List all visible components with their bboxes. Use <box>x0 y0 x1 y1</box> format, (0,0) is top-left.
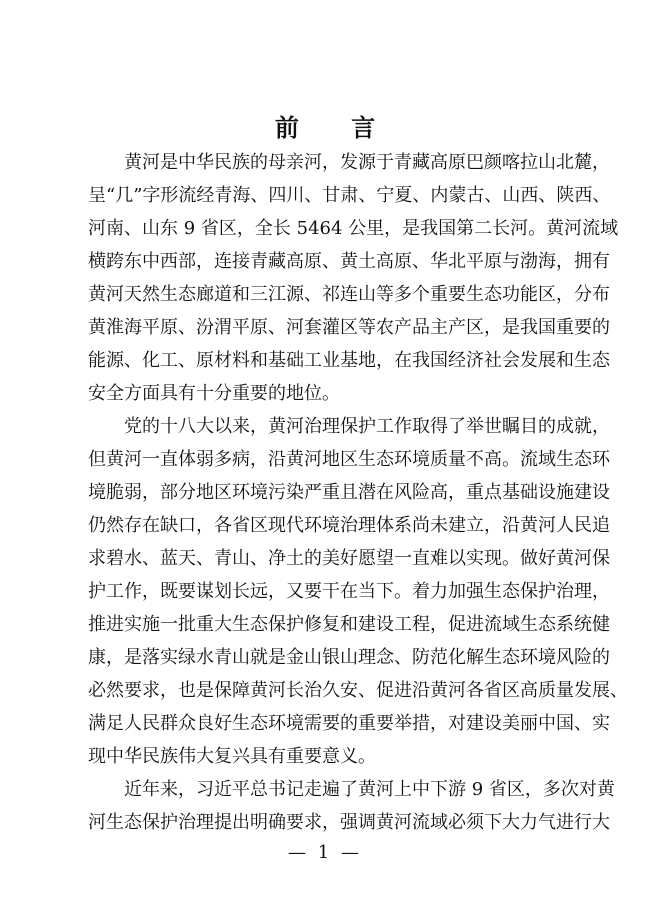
text-line: 黄河是中华民族的母亲河，发源于青藏高原巴颜喀拉山北麓， <box>88 152 610 173</box>
text-line: 康，是落实绿水青山就是金山银山理念、防范化解生态环境风险的 <box>88 647 610 668</box>
text-line: 横跨东中西部，连接青藏高原、黄土高原、华北平原与渤海，拥有 <box>88 251 610 272</box>
text-line: 河南、山东 9 省区，全长 5464 公里，是我国第二长河。黄河流域 <box>88 218 619 239</box>
text-line: 党的十八大以来，黄河治理保护工作取得了举世瞩目的成就， <box>88 416 610 437</box>
text-line: 满足人民群众良好生态环境需要的重要举措，对建设美丽中国、实 <box>88 713 610 734</box>
text-line: 能源、化工、原材料和基础工业基地，在我国经济社会发展和生态 <box>88 350 610 371</box>
text-line: 求碧水、蓝天、青山、净土的美好愿望一直难以实现。做好黄河保 <box>88 548 610 569</box>
text-line: 河生态保护治理提出明确要求，强调黄河流域必须下大力气进行大 <box>88 812 610 833</box>
text-line: 护工作，既要谋划长远，又要干在当下。着力加强生态保护治理， <box>88 581 610 602</box>
text-line: 近年来，习近平总书记走遍了黄河上中下游 9 省区，多次对黄 <box>88 779 615 800</box>
text-line: 推进实施一批重大生态保护修复和建设工程，促进流域生态系统健 <box>88 614 610 635</box>
text-line: 现中华民族伟大复兴具有重要意义。 <box>88 746 376 767</box>
text-line: 境脆弱，部分地区环境污染严重且潜在风险高，重点基础设施建设 <box>88 482 610 503</box>
text-line: 安全方面具有十分重要的地位。 <box>88 383 340 404</box>
text-line: 黄河天然生态廊道和三江源、祁连山等多个重要生态功能区，分布 <box>88 284 610 305</box>
text-line: 仍然存在缺口，各省区现代环境治理体系尚未建立，沿黄河人民追 <box>88 515 610 536</box>
page-number: — 1 — <box>288 842 362 863</box>
text-line: 必然要求，也是保障黄河长治久安、促进沿黄河各省区高质量发展、 <box>88 680 628 701</box>
page-title: 前 言 <box>274 113 398 142</box>
text-line: 黄淮海平原、汾渭平原、河套灌区等农产品主产区，是我国重要的 <box>88 317 610 338</box>
text-line: 呈“几”字形流经青海、四川、甘肃、宁夏、内蒙古、山西、陕西、 <box>88 185 611 206</box>
text-line: 但黄河一直体弱多病，沿黄河地区生态环境质量不高。流域生态环 <box>88 449 610 470</box>
